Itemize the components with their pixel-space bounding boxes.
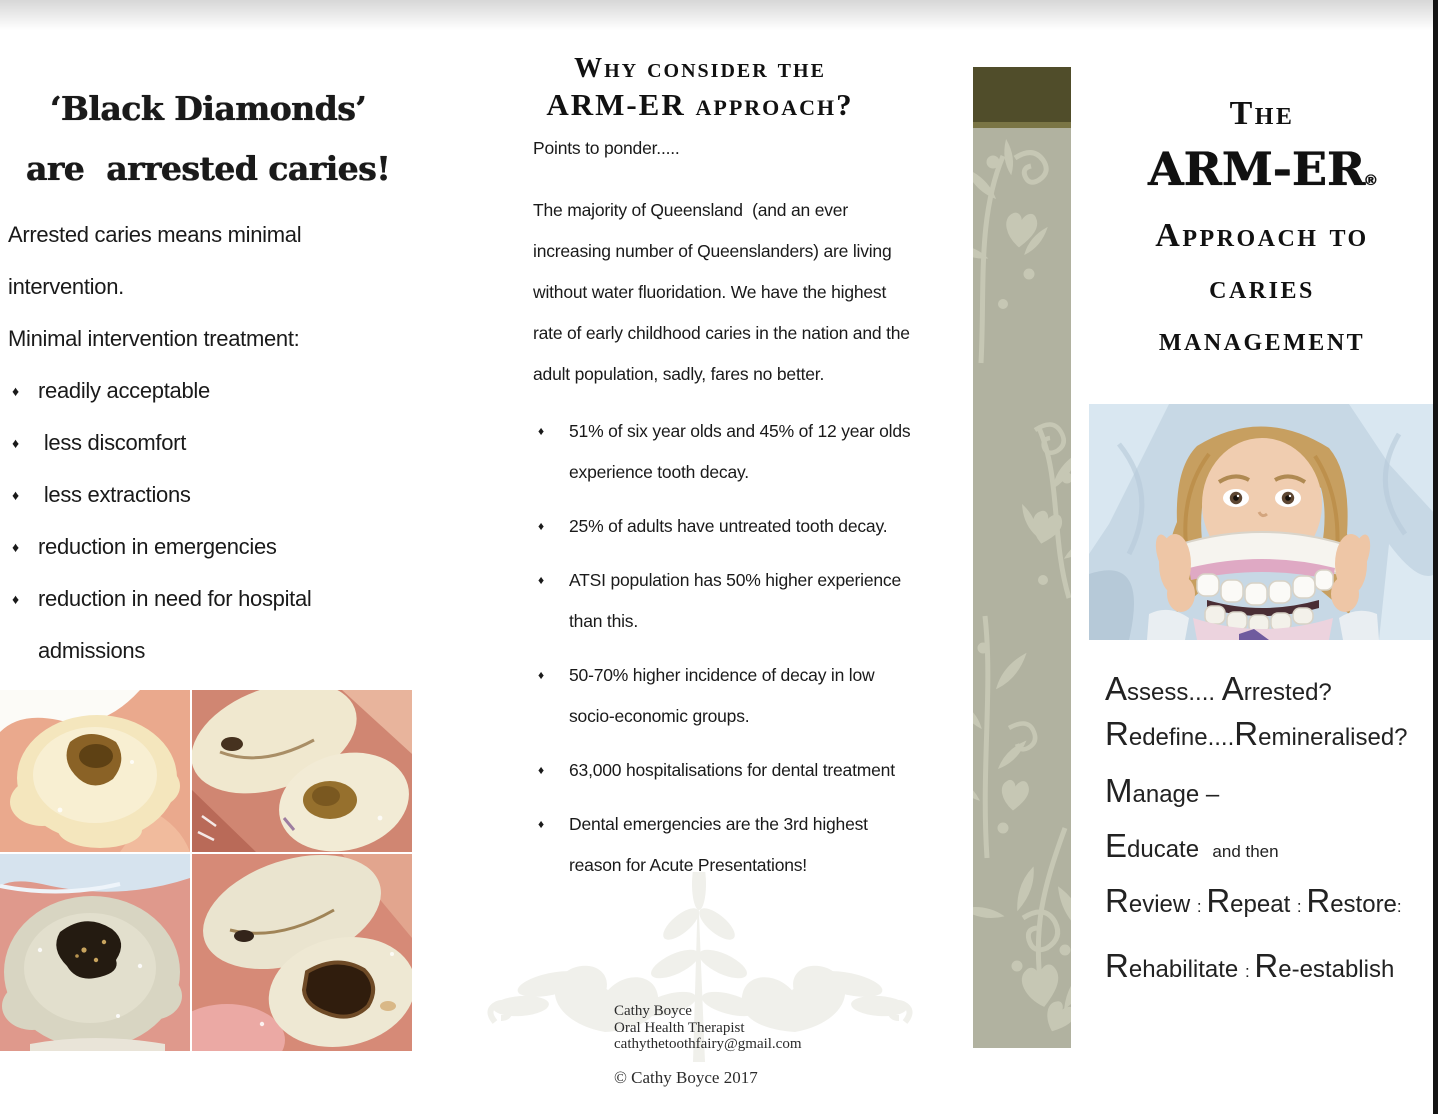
bullet-item xyxy=(533,655,919,737)
points-to-ponder: Points to ponder..... xyxy=(533,138,680,158)
left-paragraph-2: Minimal intervention treatment: xyxy=(8,326,300,351)
left-bullet-list xyxy=(8,365,422,677)
bullet-text: less discomfort xyxy=(38,430,187,455)
bullet-text: 51% of six year olds and 45% of 12 year olds experience tooth decay. xyxy=(569,421,916,482)
diamond-bullet-icon: ♦ xyxy=(538,763,544,777)
contact-email: cathythetoothfairy@gmail.com xyxy=(614,1036,802,1052)
left-paragraph-1: Arrested caries means minimal intervention. xyxy=(8,222,308,299)
tooth-photo-3 xyxy=(0,854,190,1051)
middle-heading-line2: ARM-ER approach? xyxy=(546,87,854,122)
title-management: management xyxy=(1158,321,1366,358)
bullet-item xyxy=(8,417,378,469)
floral-pattern xyxy=(973,128,1071,1048)
title-the: The xyxy=(1229,95,1295,132)
diamond-bullet-icon: ♦ xyxy=(12,591,19,607)
caries-photo-grid xyxy=(0,690,412,1051)
contact-name: Cathy Boyce xyxy=(614,1003,692,1019)
tooth-photo-1 xyxy=(0,690,190,852)
bullet-text: 25% of adults have untreated tooth decay. xyxy=(569,516,888,536)
acronym-line: Assess.... Arrested? xyxy=(1105,670,1332,707)
diamond-bullet-icon: ♦ xyxy=(538,519,544,533)
bullet-item xyxy=(533,506,919,547)
bullet-item xyxy=(533,411,919,493)
statistics-bullet-list xyxy=(533,411,919,886)
tooth-photo-2 xyxy=(192,690,412,852)
left-panel xyxy=(8,89,422,677)
diamond-bullet-icon: ♦ xyxy=(538,817,544,831)
diamond-bullet-icon: ♦ xyxy=(538,668,544,682)
bullet-text: less extractions xyxy=(38,482,191,507)
bullet-text: readily acceptable xyxy=(38,378,210,403)
strip-floral-body xyxy=(973,128,1071,1048)
bullet-text: 63,000 hospitalisations for dental treatment xyxy=(569,760,895,780)
middle-heading-line1: Why consider the xyxy=(574,53,826,84)
bullet-item xyxy=(8,521,378,573)
acronym-line: Review : Repeat : Restore: xyxy=(1105,882,1402,919)
diamond-bullet-icon: ♦ xyxy=(12,487,19,503)
decorative-side-strip xyxy=(973,67,1071,1048)
strip-header-block xyxy=(973,67,1071,128)
middle-heading xyxy=(490,52,910,124)
left-heading-line2: are arrested caries! xyxy=(25,149,391,188)
page-right-border xyxy=(1433,0,1438,1114)
diamond-bullet-icon: ♦ xyxy=(538,573,544,587)
bullet-text: 50-70% higher incidence of decay in low socio-economic groups. xyxy=(569,665,880,726)
bullet-text: reduction in need for hospital admissions xyxy=(38,586,318,663)
acronym-line: Rehabilitate : Re-establish xyxy=(1105,947,1395,984)
armer-acronym-list xyxy=(1105,670,1435,985)
bullet-text: ATSI population has 50% higher experience than this. xyxy=(569,570,906,631)
bullet-item xyxy=(8,469,378,521)
acronym-line: Manage – xyxy=(1105,772,1220,809)
right-title-block xyxy=(1089,88,1435,366)
contact-block xyxy=(614,1003,802,1053)
middle-panel xyxy=(533,136,919,899)
contact-role: Oral Health Therapist xyxy=(614,1019,745,1036)
bullet-item xyxy=(8,573,378,677)
copyright-line: © Cathy Boyce 2017 xyxy=(614,1068,758,1087)
title-approach-to: Approach to xyxy=(1155,217,1369,254)
bullet-item xyxy=(533,560,919,642)
bullet-text: Dental emergencies are the 3rd highest reason for Acute Presentations! xyxy=(569,814,873,875)
girl-with-dental-model-photo xyxy=(1089,404,1435,640)
tooth-photo-4 xyxy=(192,854,412,1051)
diamond-bullet-icon: ♦ xyxy=(12,539,19,555)
bullet-item xyxy=(8,365,378,417)
diamond-bullet-icon: ♦ xyxy=(538,424,544,438)
diamond-bullet-icon: ♦ xyxy=(12,435,19,451)
title-armer: ARM-ER® xyxy=(1147,142,1377,196)
top-fade-bar xyxy=(0,0,1438,30)
title-caries: caries xyxy=(1209,269,1315,306)
bullet-text: reduction in emergencies xyxy=(38,534,277,559)
acronym-line: Educate and then xyxy=(1105,827,1279,864)
bullet-item xyxy=(533,750,919,791)
fluoridation-paragraph: The majority of Queensland (and an ever increasing number of Queenslanders) are living without water fluoridation. We have the highest rate of early childhood caries in the nation and the adult population, sadly, fares no better. xyxy=(533,200,915,384)
registered-mark: ® xyxy=(1365,172,1377,189)
left-heading-line1: ‘Black Diamonds’ xyxy=(49,89,367,128)
diamond-bullet-icon: ♦ xyxy=(12,383,19,399)
acronym-line: Redefine....Remineralised? xyxy=(1105,715,1408,752)
